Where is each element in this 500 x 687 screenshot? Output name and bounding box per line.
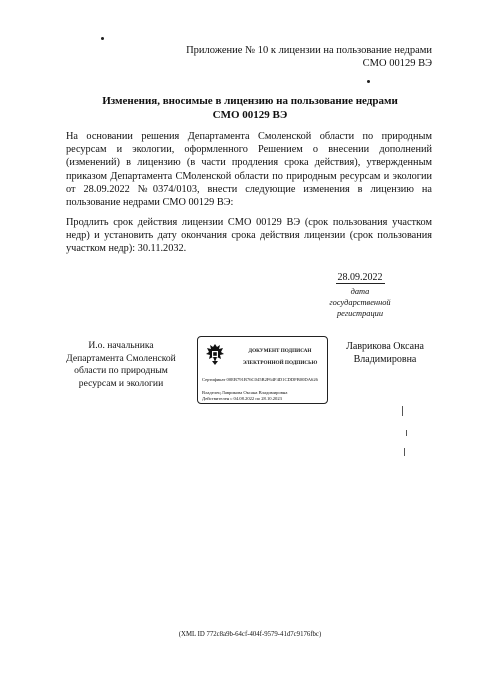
scan-dot [367, 80, 370, 83]
paragraph-basis: На основании решения Департамента Смоленской области по природным ресурсам и экологии, оформленного Решением о внесении дополнений (изменений) в лицензию (в части продления срока действия), утвержденным приказом Департамента СМоленской области по природным ресурсам и экологии от 28.09.2022 №0374/0103, внести следующие изменения в лицензию на пользование недрами СМО 00129 ВЭ: [66, 131, 432, 209]
registration-block [320, 272, 400, 319]
document-title [0, 94, 500, 122]
coat-of-arms-icon [204, 342, 226, 366]
title-line-2: СМО 00129 ВЭ [212, 109, 288, 121]
position-line-1: И.о. начальника [88, 340, 154, 351]
scan-mark [402, 406, 403, 416]
stamp-owner: Владелец Лаврикова Оксана Владимировна [202, 390, 288, 395]
position-line-4: ресурсам и экологии [78, 377, 164, 389]
registration-caption [320, 286, 400, 319]
scan-dot [101, 37, 104, 40]
scan-mark [406, 430, 407, 436]
electronic-signature-stamp [197, 336, 328, 404]
signer-name [340, 340, 430, 366]
stamp-validity: Действителен с 04.08.2022 по 28.10.2023 [202, 396, 282, 401]
header-line-1: Приложение № 10 к лицензии на пользование недрами [186, 45, 432, 56]
header-line-2: СМО 00129 ВЭ [362, 58, 432, 69]
stamp-title-line-1: ДОКУМЕНТ ПОДПИСАН [248, 348, 312, 354]
registration-caption-line-2: регистрации [336, 309, 384, 318]
registration-date: 28.09.2022 [337, 272, 383, 283]
footer-xml-id: (XML ID 772c8a9b-64cf-404f-9579-41d7c9176fbc) [178, 631, 322, 638]
signer-line-2: Владимировна [353, 354, 417, 365]
registration-caption-line-1: дата государственной [329, 287, 391, 307]
position-line-3: области по природным [74, 365, 168, 376]
scan-mark [404, 448, 405, 456]
paragraph-extension: Продлить срок действия лицензии СМО 00129 ВЭ (срок пользования участком недр) и установить дату окончания срока действия лицензии (срок пользования участком недр): 30.11.2032. [66, 217, 432, 255]
position-line-2: Департамента Смоленской [66, 352, 176, 364]
signer-line-1: Лаврикова Оксана [346, 341, 424, 352]
stamp-title-line-2: ЭЛЕКТРОННОЙ ПОДПИСЬЮ [242, 360, 318, 366]
document-header [186, 44, 432, 70]
stamp-certificate: Сертификат 00EB791B76C045B2F64F4D1CDDFB00DA626 [202, 377, 318, 382]
signatory-position [56, 340, 186, 390]
title-line-1: Изменения, вносимые в лицензию на пользование недрами [102, 95, 398, 107]
